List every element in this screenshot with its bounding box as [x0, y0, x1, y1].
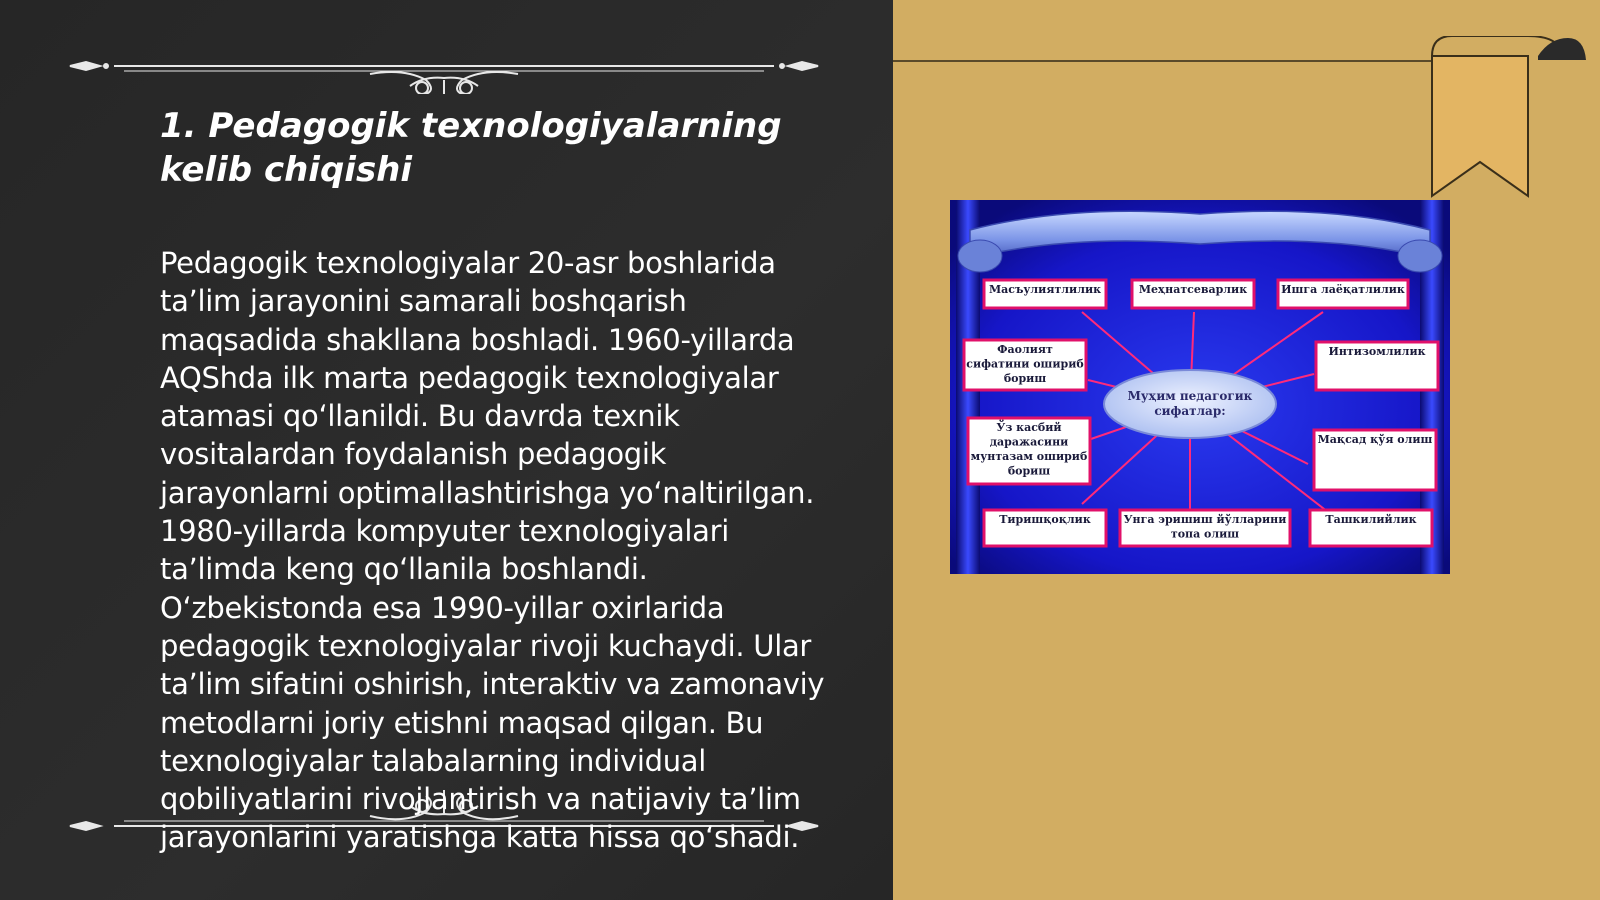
diagram-box-b8 [984, 510, 1106, 546]
diagram-box-label: Унга эришиш йўлларини [1123, 513, 1287, 526]
diagram-box-label: Меҳнатсеварлик [1138, 283, 1248, 296]
diagram-box-b4 [964, 340, 1086, 390]
diagram-box-label: Ташкилийлик [1325, 513, 1417, 526]
diagram-box-b2 [1132, 280, 1254, 308]
diagram-box-label: сифатини ошириб [966, 357, 1084, 371]
diagram-box-b10 [1310, 510, 1432, 546]
slide-body-text: Pedagogik texnologiyalar 20-asr boshlarida ta’lim jarayonini samarali boshqarish maqsadida shakllana boshladi. 1960-yillarda AQShda ilk marta pedagogik texnologiyalar atamasi qo‘llanildi. Bu davrda texnik vositalardan foydalanish pedagogik jarayonlarni optimallashtirishga yo‘naltirilgan. 1980-yillarda kompyuter texnologiyalari ta’limda keng qo‘llanila boshlandi. O‘zbekistonda esa 1990-yillar oxirlarida pedagogik texnologiyalar rivoji kuchaydi. Ular ta’lim sifatini oshirish, interaktiv va zamonaviy metodlarni joriy etishni maqsad qilgan. Bu texnologiyalar talabalarning individual qobiliyatlarini rivojlantirish va natijaviy ta’lim jarayonlarini yaratishga katta hissa qo‘shadi. [160, 246, 825, 855]
diagram-box-b1 [984, 280, 1106, 308]
diagram-box-b5 [1316, 342, 1438, 390]
diagram-box-b7 [1314, 430, 1436, 490]
divider-line [893, 60, 1433, 62]
qualities-diagram [950, 200, 1450, 574]
diagram-center-label: сифатлар: [1154, 404, 1226, 418]
diagram-box-b9 [1120, 510, 1290, 546]
slide-title: 1. Pedagogik texnologiyalarning kelib chiqishi [160, 106, 782, 190]
diagram-box-label: Ишга лаёқатлилик [1281, 283, 1405, 296]
diagram-box-label: даражасини [989, 435, 1069, 449]
diagram-box-label: Мақсад қўя олиш [1317, 433, 1433, 446]
diagram-box-label: мунтазам ошириб [970, 450, 1088, 463]
diagram-box-label: Фаолият [997, 343, 1053, 356]
bookmark-ribbon-icon [1428, 36, 1588, 198]
diagram-box-label: бориш [1007, 464, 1051, 478]
diagram-box-label: Интизомлилик [1328, 345, 1426, 358]
diagram-box-b6 [968, 418, 1090, 484]
diagram-box-label: Тиришқоқлик [999, 513, 1091, 526]
ornament-divider-top-icon [64, 44, 824, 94]
diagram-box-b3 [1278, 280, 1408, 308]
diagram-box-label: Масъулиятлилик [988, 283, 1102, 296]
diagram-box-label: бориш [1003, 372, 1047, 385]
diagram-center-label: Муҳим педагогик [1127, 389, 1253, 403]
diagram-box-label: топа олиш [1170, 527, 1240, 541]
diagram-box-label: Ўз касбий [996, 421, 1062, 434]
